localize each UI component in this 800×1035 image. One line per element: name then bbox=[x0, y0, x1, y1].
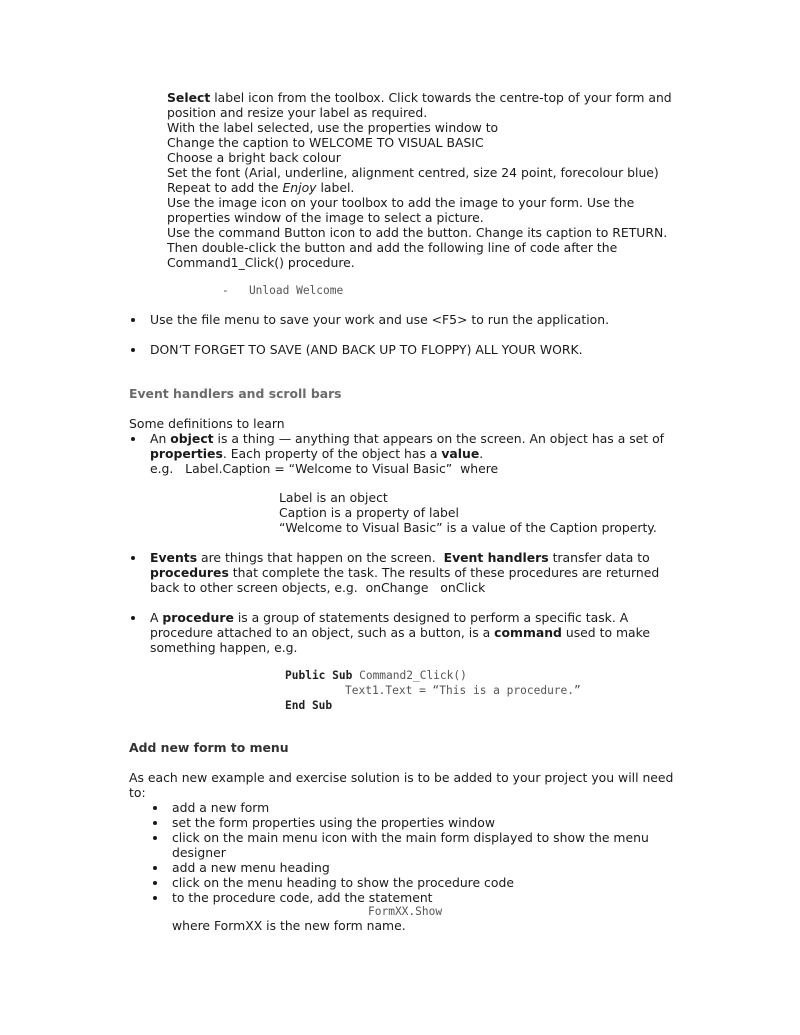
bullet-icon bbox=[131, 437, 135, 441]
code-procedure-body: Text1.Text = “This is a procedure.” bbox=[345, 684, 581, 697]
step-line: Command1_Click() procedure. bbox=[167, 255, 355, 270]
step-line: Change the caption to WELCOME TO VISUAL BASIC bbox=[167, 135, 484, 150]
bullet-icon bbox=[131, 318, 135, 322]
definition-example: e.g. Label.Caption = “Welcome to Visual Basic” where bbox=[150, 461, 499, 476]
section-intro: Some definitions to learn bbox=[129, 416, 285, 431]
definition-procedure: A procedure is a group of statements designed to perform a specific task. A bbox=[150, 610, 629, 625]
list-item: to the procedure code, add the statement bbox=[172, 890, 433, 905]
step-line: Then double-click the button and add the following line of code after the bbox=[167, 240, 618, 255]
bullet-icon bbox=[153, 866, 157, 870]
bullet-icon bbox=[153, 896, 157, 900]
step-line: Choose a bright back colour bbox=[167, 150, 341, 165]
step-line: position and resize your label as required. bbox=[167, 105, 428, 120]
code-unload: - Unload Welcome bbox=[222, 284, 344, 297]
definition-object: An object is a thing — anything that appears on the screen. An object has a set of bbox=[150, 431, 665, 446]
step-line-repeat: Repeat to add the Enjoy label. bbox=[167, 180, 355, 195]
bullet-icon bbox=[131, 556, 135, 560]
example-detail: “Welcome to Visual Basic” is a value of the Caption property. bbox=[279, 520, 657, 535]
bullet-icon bbox=[153, 881, 157, 885]
code-formxx-show: FormXX.Show bbox=[368, 905, 443, 918]
code-procedure-signature: Public Sub Command2_Click() bbox=[285, 669, 467, 682]
list-item: click on the menu heading to show the procedure code bbox=[172, 875, 514, 890]
list-item: add a new form bbox=[172, 800, 270, 815]
step-line: Use the image icon on your toolbox to add the image to your form. Use the bbox=[167, 195, 635, 210]
step-line: Use the command Button icon to add the button. Change its caption to RETURN. bbox=[167, 225, 668, 240]
bullet-floppy: DON’T FORGET TO SAVE (AND BACK UP TO FLOPPY) ALL YOUR WORK. bbox=[150, 342, 583, 357]
bullet-icon bbox=[131, 348, 135, 352]
step-line: Set the font (Arial, underline, alignment centred, size 24 point, forecolour blue) bbox=[167, 165, 659, 180]
section-intro-cont: to: bbox=[129, 785, 146, 800]
definition-events: Events are things that happen on the screen. Event handlers transfer data to bbox=[150, 550, 650, 565]
bullet-icon bbox=[153, 836, 157, 840]
step-line: properties window of the image to select a picture. bbox=[167, 210, 484, 225]
definition-procedure-line3: something happen, e.g. bbox=[150, 640, 298, 655]
step-line: With the label selected, use the properties window to bbox=[167, 120, 499, 135]
definition-object-line2: properties. Each property of the object has a value. bbox=[150, 446, 484, 461]
bullet-save: Use the file menu to save your work and use <F5> to run the application. bbox=[150, 312, 610, 327]
definition-procedure-line2: procedure attached to an object, such as a button, is a command used to make bbox=[150, 625, 650, 640]
bullet-icon bbox=[131, 616, 135, 620]
section-heading-add-form: Add new form to menu bbox=[129, 740, 289, 755]
step-line-select: Select label icon from the toolbox. Click towards the centre-top of your form and bbox=[167, 90, 672, 105]
list-item: add a new menu heading bbox=[172, 860, 330, 875]
section-heading-event-handlers: Event handlers and scroll bars bbox=[129, 386, 342, 401]
example-detail: Label is an object bbox=[279, 490, 388, 505]
bullet-icon bbox=[153, 806, 157, 810]
section-outro: where FormXX is the new form name. bbox=[172, 918, 406, 933]
bullet-icon bbox=[153, 821, 157, 825]
list-item: set the form properties using the properties window bbox=[172, 815, 496, 830]
definition-events-line3: back to other screen objects, e.g. onChange onClick bbox=[150, 580, 486, 595]
list-item-cont: designer bbox=[172, 845, 226, 860]
code-procedure-end: End Sub bbox=[285, 699, 333, 712]
example-detail: Caption is a property of label bbox=[279, 505, 459, 520]
section-intro: As each new example and exercise solution is to be added to your project you will need bbox=[129, 770, 674, 785]
list-item: click on the main menu icon with the main form displayed to show the menu bbox=[172, 830, 649, 845]
definition-events-line2: procedures that complete the task. The results of these procedures are returned bbox=[150, 565, 660, 580]
